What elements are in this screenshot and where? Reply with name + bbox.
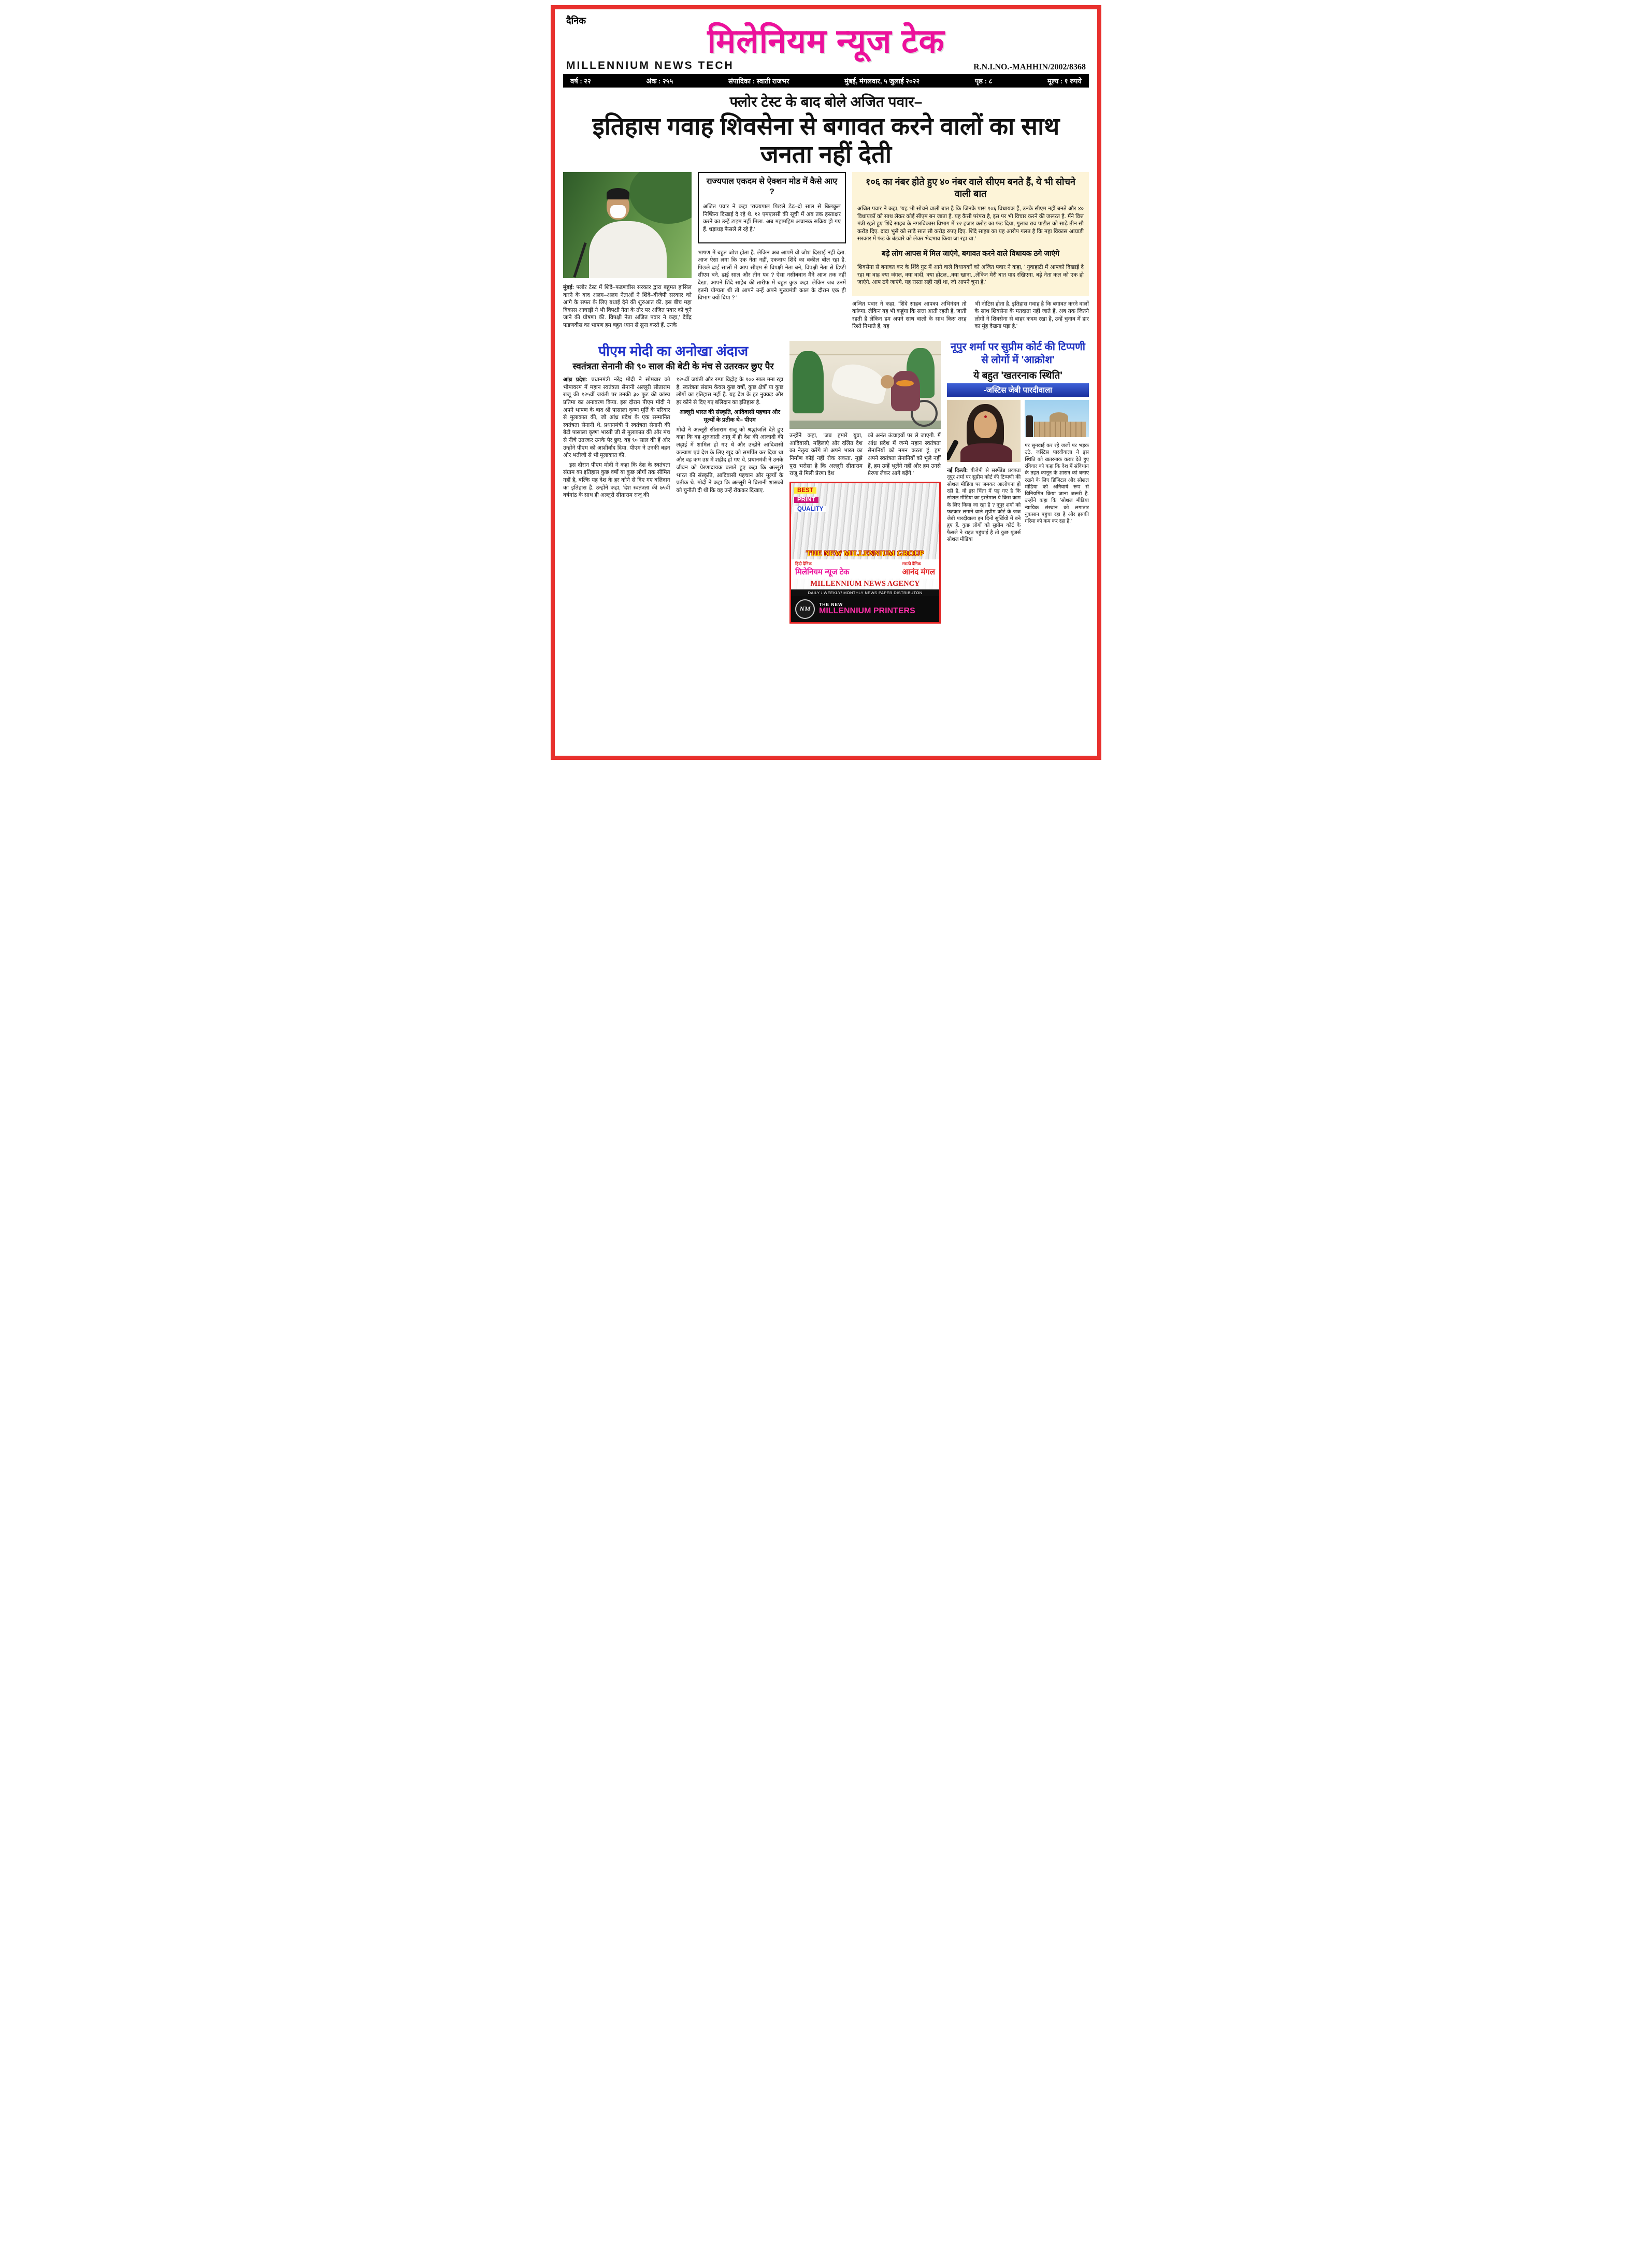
issue-year: वर्ष : २२	[570, 77, 591, 85]
ad-agency-name: MILLENNIUM NEWS AGENCY	[791, 579, 939, 589]
cm-numbers-box	[852, 172, 1089, 296]
photo-shape	[881, 375, 894, 388]
pm-col-2-subhead: अल्लूरी भारत की संस्कृति, आदिवासी पहचान और मूल्यों के प्रतीक थे– पीएम	[679, 409, 780, 423]
nupur-body-left	[947, 467, 1021, 543]
ad-printers-tag: THE NEW	[819, 602, 843, 608]
issue-price: मूल्य : १ रुपये	[1047, 77, 1082, 85]
ajit-caption-text: फ्लोर टेस्ट में शिंदे–फडणवीस सरकार द्वारा बहुमत हासिल करने के बाद अलग–अलग नेताओं ने शिंदे–बीजेपी सरकार को आगे के सफर के लिए बधाई देने की शुरुआत की. इस बीच महा विकास आघाड़ी ने भी विपक्षी नेता के तौर पर अजित पवार को चुने जाने की घोषणा की. विपक्षी नेता अजित पवार ने कहा,' देवेंद्र फडणवीस का भाषण हम बहुत ध्यान से सुना करते हैं. उनके	[563, 284, 692, 328]
nupur-sharma-story	[947, 341, 1089, 624]
pm-modi-headline: पीएम मोदी का अनोखा अंदाज	[598, 343, 749, 359]
ad-paper-hindi-tag: हिंदी दैनिक	[795, 561, 812, 566]
pm-col-4: को अनंत ऊंचाइयों पर ले जाएगी. मैं आंध्र प्रदेश में जन्मे महान स्वतंत्रता सेनानियों को नमन करता हूं. हम अपने स्वतंत्रता सेनानियों को भूले नहीं हैं, हम उन्हें भूलेंगे नहीं और हम उनसे प्रेरणा लेकर आगे बढ़ेंगे.'	[868, 432, 941, 477]
masthead	[563, 15, 1089, 88]
ad-paper-marathi-tag: मराठी दैनिक	[902, 561, 921, 566]
nupur-headline: नूपुर शर्मा पर सुप्रीम कोर्ट की टिप्पणी से लोगों में 'आक्रोश'	[951, 341, 1085, 366]
lead-headline: इतिहास गवाह शिवसेना से बगावत करने वालों का साथ जनता नहीं देती	[592, 112, 1060, 168]
photo-shape	[1050, 412, 1068, 423]
pm-col-1-para-1	[563, 376, 670, 459]
ad-label-print: PRINT	[794, 497, 818, 503]
issue-pages: पृष्ठ : ८	[975, 77, 993, 85]
photo-shape	[947, 439, 959, 461]
nupur-col-left	[947, 400, 1021, 548]
governor-box-headline: राज्यपाल एकदम से ऐक्शन मोड में कैसे आए ?	[706, 177, 838, 197]
photo-shape	[629, 172, 692, 224]
newspaper-title-english: MILLENNIUM NEWS TECH	[566, 60, 734, 72]
governor-box-body: अजित पवार ने कहा 'राज्यपाल पिछले डेढ़–दो साल से बिलकुल निष्क्रिय दिखाई दे रहे थे. १२ एमएलसी की सूची में अब तक हस्ताक्षर करने का उन्हें टाइम नहीं मिला. अब महामहिम अचानक सक्रिय हो गए हैं. धड़ाधड़ फैसले ले रहे है.'	[703, 203, 841, 233]
pm-modi-mini-columns	[789, 432, 941, 478]
cream-column	[852, 172, 1089, 335]
newspaper-title: मिलेनियम न्यूज टेक	[707, 22, 945, 60]
ad-paper-marathi	[902, 561, 935, 577]
photo-shape	[589, 221, 667, 278]
photo-shape	[1034, 422, 1086, 437]
ad-agency-subtitle: DAILY / WEEKLY/ MONTHLY NEWS PAPER DISTRIBUTON	[791, 589, 939, 596]
photo-shape	[607, 188, 629, 199]
ad-group-title: THE NEW MILLENNIUM GROUP	[806, 549, 924, 558]
governor-box	[698, 172, 846, 243]
nupur-columns	[947, 400, 1089, 548]
millennium-group-ad	[789, 482, 941, 624]
ajit-photo-column	[563, 172, 692, 335]
pm-col-3: उन्होंने कहा, 'जब हमारे युवा, आदिवासी, महिलाएं और दलित देश का नेतृत्व करेंगे तो अपने भारत का निर्माण कोई नहीं रोक सकता. मुझे पूरा भरोसा है कि अल्लूरी सीताराम राजू से मिली प्रेरणा देश	[789, 432, 863, 477]
ad-papers-strip	[791, 559, 939, 579]
rebels-body: शिवसेना से बगावत कर के शिंदे गुट में आने वाले विधायकों को अजित पवार ने कहा, ' गुवाहाटी में आपको दिखाई दे रहा था वाह क्या जंगल, क्या वादी, क्या होटल...क्या खाना...लेकिन मेरी बात याद रखिएगा. बड़े नेता कल को एक हो जाएंगे. आप ठगे जाएंगे. यह रास्ता सही नहीं था, जो आपने चुना है.'	[857, 264, 1084, 286]
nupur-byline-bar: -जस्टिस जेबी पारदीवाला	[947, 383, 1089, 397]
ad-printers-text	[819, 602, 915, 616]
photo-shape	[573, 242, 586, 278]
photo-shape	[960, 443, 1012, 462]
dateline-mumbai: मुंबई:	[563, 284, 574, 291]
photo-shape	[793, 351, 824, 413]
pm-col-1-text: प्रधानमंत्री नरेंद्र मोदी ने सोमवार को भीमावरम में महान स्वतंत्रता सेनानी अल्लूरी सीताराम राजू की १२५वीं जयंती पर उनकी ३० फुट की कांस्य प्रतिमा का अनावरण किया. इस दौरान पीएम मोदी ने अपने भाषण के बाद श्री पासाला कृष्ण मूर्ति के परिवार से मुलाकात की, जो आंध्र प्रदेश के एक सम्मानित स्वतंत्रता सेनानी थे. प्रधानमंत्री ने स्वतंत्रता सेनानी की बेटी पासाला कृष्ण भारती जी से मुलाकात की और मंच से नीचे उतरकर उनके पैर छुए. वह ९० साल की हैं और उन्होंने पीएम को आशीर्वाद दिया. पीएम ने उनकी बहन और भतीजी से भी मुलाकात की.	[563, 377, 670, 459]
rebels-subhead: बड़े लोग आपस में मिल जाएंगे, बगावत करने वाले विधायक ठगे जाएंगे	[882, 249, 1059, 257]
daily-label: दैनिक	[566, 16, 586, 26]
photo-shape	[1026, 415, 1033, 437]
bottom-story-grid	[563, 341, 1089, 624]
pm-modi-columns	[563, 376, 783, 501]
ad-quality-labels	[791, 483, 939, 549]
closing-col-1: अजित पवार ने कहा, 'शिंदे साहब आपका अभिनंदन तो करूंगा. लेकिन यह भी कहूंगा कि सत्ता आती रहती है, जाती रहती है लेकिन हम अपने साथ वालों के साथ किस तरह रिश्ते निभाते हैं, यह	[852, 300, 967, 330]
ajit-caption	[563, 284, 692, 329]
rni-number: R.N.I.NO.-MAHHIN/2002/8368	[973, 63, 1086, 72]
top-story-grid	[563, 172, 1089, 335]
ad-printers-strip	[791, 596, 939, 622]
newspaper-page	[551, 5, 1101, 760]
nupur-col-right	[1025, 400, 1089, 548]
speech-paragraph: भाषण में बहुत जोश होता है. लेकिन अब आपमें वो जोश दिखाई नहीं देता. आज ऐसा लगा कि एक नेता नहीं, एकनाथ शिंदे का वकील बोल रहा है. पिछले ढाई सालों में आप सीएम से विपक्षी नेता बने, विपक्षी नेता से डिप्टी सीएम बने. ढाई साल और तीन पद ? ऐसा नसीबवान मैंने आज तक नहीं देखा. आपने शिंदे साहेब की तारीफ में बहुत कुछ कहा. लेकिन जब उनमें इतनी योग्यता थी तो आपने उन्हें अपने मुख्यमंत्री काल के दौरान एक ही विभाग क्यों दिया ? '	[698, 249, 846, 301]
photo-nupur-sharma	[947, 400, 1021, 462]
photo-shape	[891, 371, 920, 411]
closing-col-2: भी नोटिस होता है. इतिहास गवाह है कि बगावत करने वालों के साथ शिवसेना के मतदाता नहीं जाते हैं. अब तक जितने लोगों ने शिवसेना से बाहर कदम रखा है, उन्हें चुनाव में हार का मुंह देखना पड़ा है.'	[974, 300, 1089, 330]
pm-modi-story	[563, 341, 783, 624]
nupur-body-right: पर सुनवाई कर रहे जजों पर भड़क उठे. जस्टिस पारदीवाला ने इस स्थिति को खतरनाक करार देते हुए रविवार को कहा कि देश में संविधान के तहत कानून के शासन को बनाए रखने के लिए डिजिटल और सोशल मीडिया को अनिवार्य रूप से विनियमित किया जाना जरूरी है. उन्होंने कहा कि 'सोशल मीडिया न्यायिक संस्थान को लगातार नुकसान पहुंचा रहा है और इसकी गरिमा को कम कर रहा है.'	[1025, 442, 1089, 525]
cm-numbers-headline: १०६ का नंबर होते हुए ४० नंबर वाले सीएम बनते हैं, ये भी सोचने वाली बात	[865, 177, 1076, 199]
ad-paper-hindi	[795, 561, 850, 577]
pm-col-2-para-1: १२५वीं जयंती और रम्पा विद्रोह के १०० साल मना रहा है. स्वतंत्रता संग्राम केवल कुछ वर्षों, कुछ क्षेत्रों या कुछ लोगों का इतिहास नहीं है. यह देश के हर नुक्कड़ और हर कोने से दिए गए बलिदान का इतिहास है.	[676, 377, 783, 406]
governor-column	[698, 172, 846, 335]
photo-modi-touching-feet	[789, 341, 941, 429]
lead-kicker: फ्लोर टेस्ट के बाद बोले अजित पवार–	[729, 94, 923, 110]
lead-story-headline	[563, 92, 1089, 168]
photo-supreme-court	[1025, 400, 1089, 437]
photo-shape	[610, 205, 626, 218]
closing-columns	[852, 300, 1089, 330]
pm-col-2	[677, 376, 784, 501]
ad-printers-name: MILLENNIUM PRINTERS	[819, 607, 915, 616]
photo-ajit-pawar	[563, 172, 692, 278]
middle-column	[789, 341, 941, 624]
dateline-delhi: नई दिल्ली:	[947, 467, 968, 473]
ad-paper-marathi-name: आनंद मंगल	[902, 567, 935, 576]
pm-col-2-para-2: मोदी ने अल्लूरी सीताराम राजू को श्रद्धांजलि देते हुए कहा कि वह शुरुआती आयु में ही देश की आजादी की लड़ाई में शामिल हो गए थे और उन्होंने आदिवासी कल्याण एवं देश के लिए खुद को समर्पित कर दिया था और वह कम उम्र में शहीद हो गए थे. प्रधानमंत्री ने उनके जीवन को प्रेरणादायक बताते हुए कहा कि अल्लूरी भारत की संस्कृति, आदिवासी पहचान और मूल्यों के प्रतीक थे. मोदी ने कहा कि अल्लूरी ने ब्रितानी शासकों को चुनौती दी थी कि वह उन्हें रोककर दिखाए.	[676, 426, 783, 494]
pm-col-1	[563, 376, 670, 501]
dateline-andhra: आंध्र प्रदेश:	[563, 377, 588, 383]
pm-modi-subhead: स्वतंत्रता सेनानी की ९० साल की बेटी के मंच से उतरकर छुए पैर	[572, 361, 774, 372]
issue-number: अंक : २५५	[646, 77, 673, 85]
millennium-monogram-logo: NM	[795, 599, 815, 619]
ad-label-best: BEST	[794, 487, 816, 494]
cm-numbers-body: अजित पवार ने कहा, 'यह भी सोचने वाली बात है कि जिनके पास १०६ विधायक हैं, उनके सीएम नहीं बनते और ४० विधायकों को साथ लेकर कोई सीएम बन जाता है. यह कैसी परंपरा है, इस पर भी विचार करने की जरूरत है. मैंने वित्त मंत्री रहते हुए शिंदे साहब के नगरविकास विभाग में १२ हजार करोड़ का फंड दिया, गुलाब राव पाटील को साढ़े तीन सौ करोड़ दिए. दादा भुसे को साढ़े सात सौ करोड़ रुपए दिए. शिंदे साहब का यह आरोप गलत है कि महा विकास आघाड़ी सरकार में फंड के बंटवारे को लेकर भेदभाव किया जा रहा था.'	[857, 205, 1084, 242]
pm-col-1-para-2: इस दौरान पीएम मोदी ने कहा कि देश के स्वतंत्रता संग्राम का इतिहास कुछ वर्षों या कुछ लोगों तक सीमित नहीं है, बल्कि यह देश के हर कोने से दिए गए बलिदान का इतिहास है. उन्होंने कहा, 'देश स्वतंत्रता की ७५वीं वर्षगांठ के साथ ही अल्लूरी सीताराम राजू की	[563, 462, 670, 499]
nupur-subhead: ये बहुत 'खतरनाक स्थिति'	[973, 370, 1062, 382]
issue-date-place: मुंबई, मंगलवार, ५ जुलाई २०२२	[844, 77, 920, 85]
ad-paper-hindi-name: मिलेनियम न्यूज टेक	[795, 567, 850, 576]
issue-editor: संपादिका : स्वाती राजभर	[728, 77, 789, 85]
nupur-body-left-text: बीजेपी से सस्पेंडेड प्रवक्ता नूपुर शर्मा पर सुप्रीम कोर्ट की टिप्पणी की सोशल मीडिया पर जमकर आलोचना हो रही है. वो इस चिंता में पड़ गए है कि सोशल मीडिया का इस्तेमाल ये किस काम के लिए किया जा रहा है ? नूपुर शर्मा को फटकार लगाने वाले सुप्रीम कोर्ट के जज जेबी पारदीवाला इन दिनों सुर्खियों में बने हुए हैं. कुछ लोगों को सुप्रीम कोर्ट के फैसले ने राहत पहुंचाई है तो कुछ यूजर्स सोशल मीडिया	[947, 467, 1021, 543]
ad-label-quality: QUALITY	[794, 506, 826, 512]
issue-info-bar	[563, 74, 1089, 88]
